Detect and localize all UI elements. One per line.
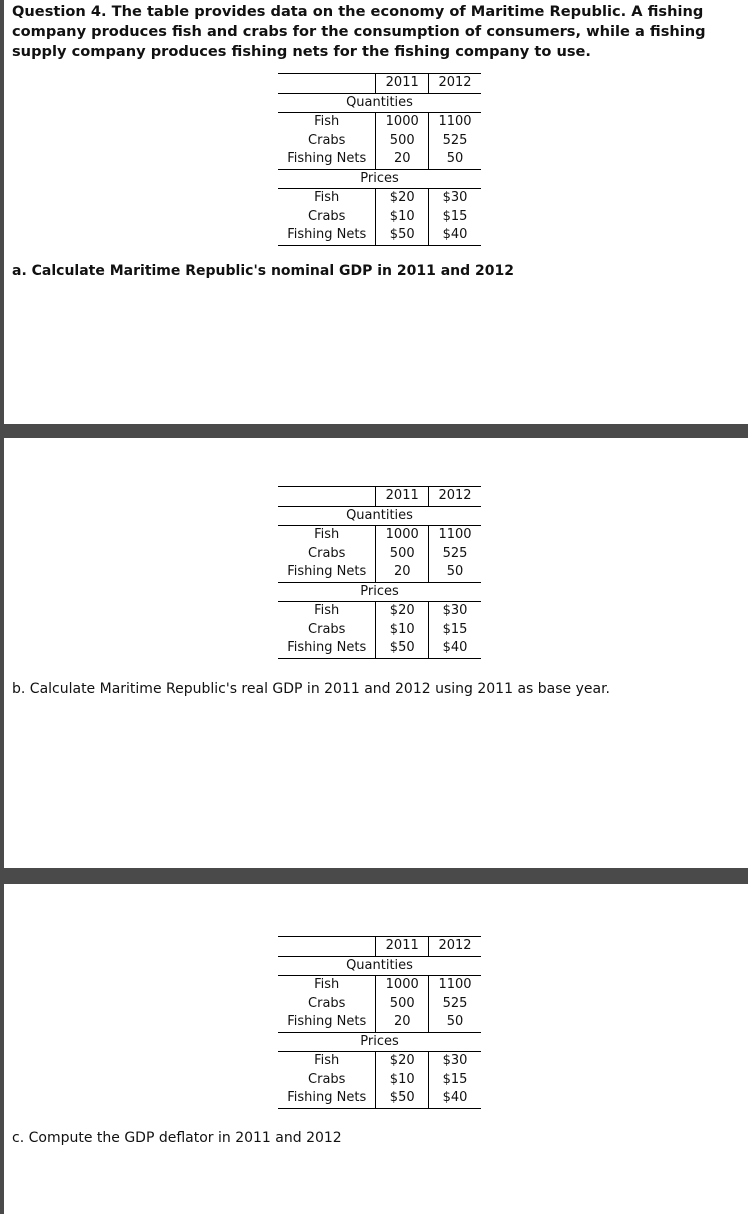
cell-value: 1000 bbox=[376, 976, 429, 995]
question-text: Question 4. The table provides data on the economy of Maritime Republic. A fishing company produces fish and crabs for the consumption of consumers, while a fishing supply company produces fishing nets for the fishing company to use. bbox=[12, 3, 706, 60]
row-label: Fishing Nets bbox=[278, 226, 376, 245]
table-header-row bbox=[278, 487, 481, 507]
section-label-row bbox=[278, 93, 481, 113]
table-header-row bbox=[278, 937, 481, 957]
quantities-label: Quantities bbox=[346, 957, 413, 973]
row-label: Fishing Nets bbox=[278, 639, 376, 658]
section-label-row bbox=[278, 582, 481, 602]
cell-value: $15 bbox=[428, 1071, 481, 1090]
table-row bbox=[278, 208, 481, 227]
data-table bbox=[278, 936, 481, 1109]
table-row bbox=[278, 1052, 481, 1071]
cell-value: 20 bbox=[376, 150, 429, 169]
question-panel-a bbox=[4, 0, 748, 424]
year-header: 2012 bbox=[428, 937, 481, 957]
cell-value: 1000 bbox=[376, 113, 429, 132]
section-label-row bbox=[278, 169, 481, 189]
row-label: Crabs bbox=[308, 545, 346, 561]
cell-value: $20 bbox=[376, 602, 429, 621]
cell-value: $30 bbox=[428, 189, 481, 208]
row-label: Crabs bbox=[308, 995, 346, 1011]
cell-value: $20 bbox=[376, 1052, 429, 1071]
cell-value: $50 bbox=[376, 1089, 429, 1108]
cell-value: 20 bbox=[376, 1013, 429, 1032]
table-row bbox=[278, 563, 481, 582]
question-panel-c bbox=[4, 884, 748, 1214]
row-label: Fish bbox=[278, 1052, 376, 1071]
table-row bbox=[278, 995, 481, 1014]
table-row bbox=[278, 621, 481, 640]
row-label: Crabs bbox=[308, 621, 346, 637]
year-header: 2012 bbox=[428, 487, 481, 507]
table-row bbox=[278, 150, 481, 169]
cell-value: $10 bbox=[376, 621, 429, 640]
row-label: Crabs bbox=[308, 208, 346, 224]
row-label: Fish bbox=[278, 189, 376, 208]
part-c-prompt: c. Compute the GDP deflator in 2011 and 2012 bbox=[12, 1130, 342, 1146]
part-a-prompt: a. Calculate Maritime Republic's nominal GDP in 2011 and 2012 bbox=[12, 263, 514, 279]
row-label: Fishing Nets bbox=[278, 1013, 376, 1032]
cell-value: $30 bbox=[428, 602, 481, 621]
cell-value: 500 bbox=[376, 545, 429, 564]
row-label: Fishing Nets bbox=[278, 1089, 376, 1108]
table-header-row bbox=[278, 74, 481, 94]
data-table bbox=[278, 73, 481, 246]
cell-value: $15 bbox=[428, 621, 481, 640]
cell-value: 1000 bbox=[376, 526, 429, 545]
table-row bbox=[278, 526, 481, 545]
prices-label: Prices bbox=[360, 583, 399, 599]
row-label: Fish bbox=[278, 602, 376, 621]
cell-value: $10 bbox=[376, 1071, 429, 1090]
cell-value: $40 bbox=[428, 639, 481, 658]
row-label: Fish bbox=[278, 976, 376, 995]
cell-value: $20 bbox=[376, 189, 429, 208]
cell-value: $40 bbox=[428, 1089, 481, 1108]
section-label-row bbox=[278, 1032, 481, 1052]
row-label: Fishing Nets bbox=[278, 563, 376, 582]
cell-value: 525 bbox=[428, 545, 481, 564]
row-label: Crabs bbox=[308, 132, 346, 148]
cell-value: 50 bbox=[428, 150, 481, 169]
table-row bbox=[278, 226, 481, 245]
year-header: 2011 bbox=[376, 487, 429, 507]
table-row bbox=[278, 976, 481, 995]
row-label: Fish bbox=[278, 526, 376, 545]
cell-value: 500 bbox=[376, 995, 429, 1014]
prices-label: Prices bbox=[360, 1033, 399, 1049]
cell-value: 50 bbox=[428, 563, 481, 582]
table-row bbox=[278, 545, 481, 564]
table-row bbox=[278, 189, 481, 208]
table-row bbox=[278, 1071, 481, 1090]
cell-value: 525 bbox=[428, 995, 481, 1014]
cell-value: 20 bbox=[376, 563, 429, 582]
year-header: 2011 bbox=[376, 937, 429, 957]
cell-value: $50 bbox=[376, 226, 429, 245]
table-row bbox=[278, 1089, 481, 1108]
row-label: Fishing Nets bbox=[278, 150, 376, 169]
part-b-prompt: b. Calculate Maritime Republic's real GDP in 2011 and 2012 using 2011 as base year. bbox=[12, 681, 610, 697]
table-row bbox=[278, 1013, 481, 1032]
section-label-row bbox=[278, 506, 481, 526]
year-header: 2012 bbox=[428, 74, 481, 94]
cell-value: 1100 bbox=[428, 113, 481, 132]
table-row bbox=[278, 132, 481, 151]
data-table bbox=[278, 486, 481, 659]
cell-value: $30 bbox=[428, 1052, 481, 1071]
cell-value: $15 bbox=[428, 208, 481, 227]
cell-value: 1100 bbox=[428, 526, 481, 545]
quantities-label: Quantities bbox=[346, 507, 413, 523]
table-row bbox=[278, 639, 481, 658]
table-row bbox=[278, 113, 481, 132]
cell-value: $40 bbox=[428, 226, 481, 245]
cell-value: $10 bbox=[376, 208, 429, 227]
year-header: 2011 bbox=[376, 74, 429, 94]
quantities-label: Quantities bbox=[346, 94, 413, 110]
row-label: Crabs bbox=[308, 1071, 346, 1087]
row-label: Fish bbox=[278, 113, 376, 132]
prices-label: Prices bbox=[360, 170, 399, 186]
cell-value: $50 bbox=[376, 639, 429, 658]
cell-value: 1100 bbox=[428, 976, 481, 995]
table-row bbox=[278, 602, 481, 621]
cell-value: 50 bbox=[428, 1013, 481, 1032]
section-label-row bbox=[278, 956, 481, 976]
question-panel-b bbox=[4, 438, 748, 868]
cell-value: 500 bbox=[376, 132, 429, 151]
cell-value: 525 bbox=[428, 132, 481, 151]
